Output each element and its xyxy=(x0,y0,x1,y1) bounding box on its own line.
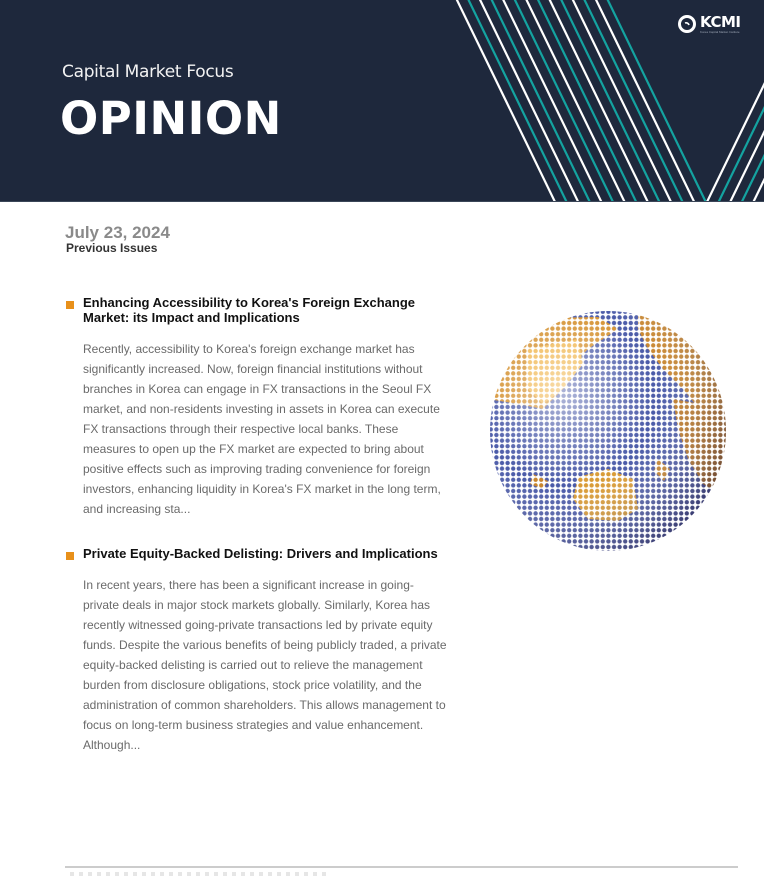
previous-issues-link[interactable]: Previous Issues xyxy=(66,241,158,255)
kcmi-logo[interactable] xyxy=(677,14,740,34)
footer-divider xyxy=(65,866,738,868)
logo-text: KCMI xyxy=(700,12,741,31)
square-bullet-icon xyxy=(66,552,74,560)
article-title-link[interactable]: Enhancing Accessibility to Korea's Foreign Exchange Market: its Impact and Implications xyxy=(83,295,416,325)
article-summary: Recently, accessibility to Korea's foreign exchange market has significantly increased. Now, foreign financial institutions without branches in Korea can engage in FX transactions in the Seoul FX market, and non-residents investing in assets in Korea can execute FX transactions through their respective local banks. These measures to open up the FX market are expected to bring about positive effects such as improving trading convenience for foreign investors, enhancing liquidity in Korea's FX market in the long term, and increasing sta... xyxy=(83,342,441,516)
page-title: OPINION xyxy=(60,92,282,145)
series-label: Capital Market Focus xyxy=(62,62,234,82)
article-title-link[interactable]: Private Equity-Backed Delisting: Drivers and Implications xyxy=(83,546,438,561)
issue-date: July 23, 2024 xyxy=(65,223,170,242)
article-item xyxy=(66,295,456,519)
article-item xyxy=(66,546,456,755)
logo-subtext: Korea Capital Market Institute xyxy=(700,29,740,34)
footer-text-cutoff xyxy=(70,872,330,876)
dotted-globe-icon xyxy=(488,309,728,553)
article-summary: In recent years, there has been a significant increase in going-private deals in major stock markets globally. Similarly, Korea has recently witnessed going-private transactions led by private equity funds. Despite the various benefits of being publicly traded, a private equity-backed delisting is carried out to relieve the management burden from disclosure obligations, stock price volatility, and the administration of common shareholders. This allows management to focus on long-term business strategies and value enhancement. Although... xyxy=(83,578,447,752)
newsletter-header xyxy=(0,0,764,202)
square-bullet-icon xyxy=(66,301,74,309)
kcmi-logo-icon xyxy=(677,14,697,34)
